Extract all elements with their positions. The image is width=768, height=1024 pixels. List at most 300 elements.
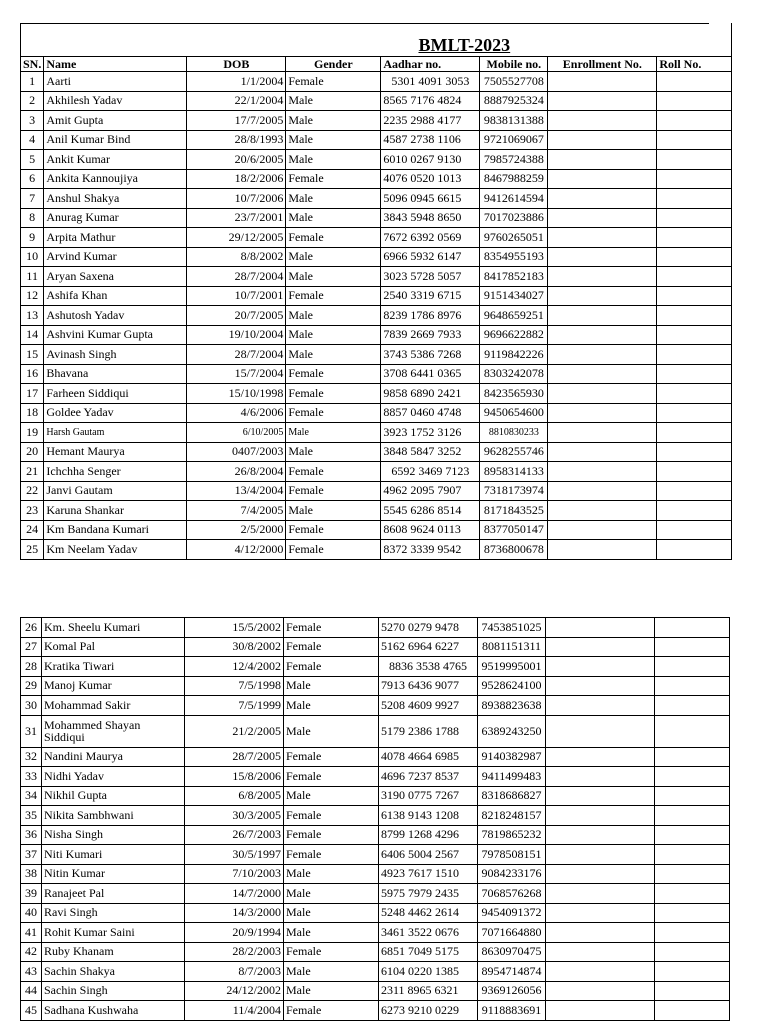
cell-sn: 31 [21,715,42,747]
cell-mobile: 8958314133 [480,462,548,482]
cell-enrollment [548,189,657,209]
cell-aadhar: 3190 0775 7267 [379,786,478,806]
table-row [21,111,732,131]
cell-name: Anil Kumar Bind [44,130,187,150]
cell-dob: 1/1/2004 [187,72,286,92]
cell-dob: 4/12/2000 [187,540,286,560]
cell-name: Ashutosh Yadav [44,306,187,326]
cell-aadhar: 4078 4664 6985 [379,747,478,767]
cell-dob: 7/5/1998 [185,676,284,696]
table-row [21,845,730,865]
cell-aadhar: 8857 0460 4748 [381,403,480,423]
cell-enrollment [546,806,655,826]
cell-enrollment [548,91,657,111]
cell-roll [655,864,730,884]
cell-gender: Female [284,806,379,826]
cell-mobile: 7071664880 [478,923,546,943]
cell-aadhar: 7839 2669 7933 [381,325,480,345]
cell-aadhar: 8799 1268 4296 [379,825,478,845]
cell-sn: 24 [21,520,44,540]
cell-enrollment [546,825,655,845]
cell-roll [657,91,732,111]
cell-aadhar: 2311 8965 6321 [379,981,478,1001]
cell-enrollment [548,228,657,248]
cell-sn: 16 [21,364,44,384]
cell-aadhar: 5545 6286 8514 [381,501,480,521]
cell-roll [655,767,730,787]
table-row [21,618,730,638]
cell-enrollment [546,747,655,767]
cell-sn: 42 [21,942,42,962]
cell-aadhar: 6592 3469 7123 [381,462,480,482]
cell-mobile: 8736800678 [480,540,548,560]
cell-sn: 33 [21,767,42,787]
cell-name: Rohit Kumar Saini [42,923,185,943]
cell-dob: 4/6/2006 [187,403,286,423]
cell-dob: 24/12/2002 [185,981,284,1001]
cell-sn: 22 [21,481,44,501]
cell-name: Nikhil Gupta [42,786,185,806]
cell-sn: 26 [21,618,42,638]
cell-name: Km Neelam Yadav [44,540,187,560]
cell-enrollment [546,903,655,923]
cell-sn: 9 [21,228,44,248]
table-row [21,520,732,540]
cell-dob: 20/7/2005 [187,306,286,326]
cell-name: Karuna Shankar [44,501,187,521]
cell-roll [657,384,732,404]
cell-mobile: 9119842226 [480,345,548,365]
cell-name: Akhilesh Yadav [44,91,187,111]
student-table-page-2 [20,617,730,1021]
cell-name: Ashifa Khan [44,286,187,306]
cell-gender: Female [284,767,379,787]
cell-sn: 37 [21,845,42,865]
cell-gender: Male [284,884,379,904]
cell-roll [657,442,732,462]
cell-dob: 13/4/2004 [187,481,286,501]
cell-gender: Male [286,189,381,209]
table-row [21,962,730,982]
cell-sn: 36 [21,825,42,845]
cell-enrollment [548,208,657,228]
cell-mobile: 8303242078 [480,364,548,384]
cell-gender: Male [286,442,381,462]
cell-aadhar: 3848 5847 3252 [381,442,480,462]
table-row [21,676,730,696]
cell-mobile: 7068576268 [478,884,546,904]
table-row [21,786,730,806]
table-row [21,696,730,716]
cell-sn: 20 [21,442,44,462]
cell-enrollment [548,247,657,267]
cell-aadhar: 6104 0220 1385 [379,962,478,982]
cell-name: Ankit Kumar [44,150,187,170]
cell-enrollment [548,169,657,189]
cell-gender: Female [284,1001,379,1021]
cell-name: Manoj Kumar [42,676,185,696]
cell-name: Sadhana Kushwaha [42,1001,185,1021]
cell-name: Nikita Sambhwani [42,806,185,826]
cell-enrollment [546,676,655,696]
cell-roll [655,923,730,943]
cell-dob: 22/1/2004 [187,91,286,111]
cell-gender: Male [284,903,379,923]
cell-sn: 15 [21,345,44,365]
cell-mobile: 8954714874 [478,962,546,982]
cell-roll [657,520,732,540]
cell-mobile: 8081151311 [478,637,546,657]
cell-gender: Male [286,423,381,443]
table-row [21,91,732,111]
cell-mobile: 9648659251 [480,306,548,326]
table-row [21,637,730,657]
cell-roll [655,747,730,767]
cell-sn: 3 [21,111,44,131]
cell-name: Km Bandana Kumari [44,520,187,540]
cell-roll [657,208,732,228]
cell-roll [655,637,730,657]
cell-mobile: 9721069067 [480,130,548,150]
cell-dob: 10/7/2006 [187,189,286,209]
cell-roll [657,462,732,482]
cell-dob: 26/8/2004 [187,462,286,482]
cell-name: Ankita Kannoujiya [44,169,187,189]
cell-roll [657,72,732,92]
header-sn: SN. [21,57,44,72]
cell-aadhar: 6138 9143 1208 [379,806,478,826]
cell-sn: 8 [21,208,44,228]
cell-name: Ashvini Kumar Gupta [44,325,187,345]
cell-mobile: 8810830233 [480,423,548,443]
cell-gender: Female [286,481,381,501]
cell-dob: 6/10/2005 [187,423,286,443]
cell-aadhar: 6851 7049 5175 [379,942,478,962]
table-row [21,657,730,677]
cell-name: Nitin Kumar [42,864,185,884]
cell-sn: 6 [21,169,44,189]
cell-name: Niti Kumari [42,845,185,865]
cell-sn: 14 [21,325,44,345]
cell-mobile: 8423565930 [480,384,548,404]
cell-name: Avinash Singh [44,345,187,365]
cell-sn: 45 [21,1001,42,1021]
cell-gender: Male [284,962,379,982]
cell-sn: 29 [21,676,42,696]
cell-name: Arvind Kumar [44,247,187,267]
cell-mobile: 9454091372 [478,903,546,923]
cell-enrollment [546,618,655,638]
header-gender: Gender [286,57,381,72]
cell-name: Bhavana [44,364,187,384]
cell-name: Anshul Shakya [44,189,187,209]
cell-sn: 19 [21,423,44,443]
cell-name: Kratika Tiwari [42,657,185,677]
cell-enrollment [548,520,657,540]
cell-mobile: 7017023886 [480,208,548,228]
table-row [21,169,732,189]
cell-dob: 21/2/2005 [185,715,284,747]
cell-name: Aryan Saxena [44,267,187,287]
cell-sn: 27 [21,637,42,657]
cell-dob: 20/6/2005 [187,150,286,170]
cell-mobile: 8467988259 [480,169,548,189]
cell-gender: Male [284,696,379,716]
cell-enrollment [548,72,657,92]
cell-gender: Male [286,208,381,228]
table-row [21,403,732,423]
table-row [21,501,732,521]
cell-roll [657,501,732,521]
cell-gender: Male [284,715,379,747]
cell-aadhar: 4923 7617 1510 [379,864,478,884]
cell-sn: 40 [21,903,42,923]
cell-enrollment [546,696,655,716]
table-row [21,150,732,170]
cell-dob: 28/7/2004 [187,345,286,365]
cell-roll [655,845,730,865]
cell-enrollment [548,501,657,521]
cell-dob: 7/10/2003 [185,864,284,884]
cell-aadhar: 8608 9624 0113 [381,520,480,540]
cell-mobile: 9760265051 [480,228,548,248]
cell-sn: 5 [21,150,44,170]
cell-sn: 25 [21,540,44,560]
cell-sn: 7 [21,189,44,209]
cell-mobile: 9369126056 [478,981,546,1001]
cell-enrollment [546,637,655,657]
cell-roll [655,1001,730,1021]
cell-mobile: 9450654600 [480,403,548,423]
cell-enrollment [548,462,657,482]
cell-name: Ruby Khanam [42,942,185,962]
cell-roll [657,481,732,501]
cell-aadhar: 7672 6392 0569 [381,228,480,248]
cell-enrollment [548,130,657,150]
cell-dob: 12/4/2002 [185,657,284,677]
table-row [21,130,732,150]
cell-sn: 13 [21,306,44,326]
cell-dob: 7/5/1999 [185,696,284,716]
cell-gender: Female [284,637,379,657]
cell-aadhar: 6406 5004 2567 [379,845,478,865]
cell-aadhar: 9858 6890 2421 [381,384,480,404]
cell-mobile: 8377050147 [480,520,548,540]
cell-dob: 14/7/2000 [185,884,284,904]
cell-roll [657,325,732,345]
student-table-page-1 [20,23,732,560]
cell-gender: Male [286,247,381,267]
cell-sn: 38 [21,864,42,884]
cell-name: Ranajeet Pal [42,884,185,904]
cell-enrollment [548,384,657,404]
cell-dob: 8/8/2002 [187,247,286,267]
cell-mobile: 9628255746 [480,442,548,462]
cell-dob: 30/8/2002 [185,637,284,657]
cell-mobile: 9696622882 [480,325,548,345]
cell-roll [657,267,732,287]
cell-enrollment [548,481,657,501]
cell-name: Ichchha Senger [44,462,187,482]
table-row [21,767,730,787]
cell-mobile: 8417852183 [480,267,548,287]
table-row [21,189,732,209]
cell-dob: 6/8/2005 [185,786,284,806]
cell-dob: 11/4/2004 [185,1001,284,1021]
cell-enrollment [548,286,657,306]
cell-aadhar: 6966 5932 6147 [381,247,480,267]
cell-mobile: 9411499483 [478,767,546,787]
cell-enrollment [548,442,657,462]
cell-enrollment [548,540,657,560]
cell-gender: Female [284,942,379,962]
cell-dob: 23/7/2001 [187,208,286,228]
cell-enrollment [548,111,657,131]
cell-dob: 29/12/2005 [187,228,286,248]
cell-sn: 4 [21,130,44,150]
table-row [21,1001,730,1021]
cell-aadhar: 6273 9210 0229 [379,1001,478,1021]
cell-aadhar: 5301 4091 3053 [381,72,480,92]
cell-aadhar: 6010 0267 9130 [381,150,480,170]
cell-dob: 26/7/2003 [185,825,284,845]
cell-roll [655,715,730,747]
cell-enrollment [548,150,657,170]
cell-aadhar: 8239 1786 8976 [381,306,480,326]
cell-roll [655,825,730,845]
table-row [21,208,732,228]
cell-enrollment [546,942,655,962]
cell-gender: Female [286,169,381,189]
cell-name: Sachin Shakya [42,962,185,982]
cell-enrollment [546,1001,655,1021]
cell-sn: 44 [21,981,42,1001]
table-row [21,825,730,845]
table-row [21,325,732,345]
table-row [21,423,732,443]
table-row [21,806,730,826]
cell-name: Goldee Yadav [44,403,187,423]
cell-dob: 28/8/1993 [187,130,286,150]
table-row [21,72,732,92]
header-aadhar: Aadhar no. [381,57,480,72]
cell-enrollment [546,962,655,982]
cell-sn: 2 [21,91,44,111]
cell-enrollment [548,325,657,345]
table-row [21,364,732,384]
cell-sn: 34 [21,786,42,806]
cell-name: Mohammad Sakir [42,696,185,716]
cell-aadhar: 5248 4462 2614 [379,903,478,923]
cell-aadhar: 8836 3538 4765 [379,657,478,677]
cell-roll [657,540,732,560]
cell-enrollment [548,403,657,423]
cell-aadhar: 5975 7979 2435 [379,884,478,904]
cell-dob: 30/5/1997 [185,845,284,865]
cell-roll [655,657,730,677]
cell-dob: 15/5/2002 [185,618,284,638]
table-row [21,715,730,747]
cell-enrollment [546,715,655,747]
sheet-title: BMLT-2023 [418,35,511,55]
cell-roll [657,189,732,209]
cell-dob: 30/3/2005 [185,806,284,826]
cell-sn: 11 [21,267,44,287]
cell-dob: 7/4/2005 [187,501,286,521]
cell-sn: 43 [21,962,42,982]
table-row [21,462,732,482]
cell-dob: 8/7/2003 [185,962,284,982]
cell-mobile: 7985724388 [480,150,548,170]
cell-sn: 23 [21,501,44,521]
cell-aadhar: 8565 7176 4824 [381,91,480,111]
cell-gender: Female [286,228,381,248]
cell-aadhar: 5096 0945 6615 [381,189,480,209]
cell-mobile: 9528624100 [478,676,546,696]
cell-sn: 12 [21,286,44,306]
cell-dob: 15/10/1998 [187,384,286,404]
cell-gender: Female [284,747,379,767]
table-row [21,747,730,767]
cell-aadhar: 2235 2988 4177 [381,111,480,131]
cell-roll [655,676,730,696]
cell-dob: 14/3/2000 [185,903,284,923]
cell-gender: Female [286,462,381,482]
cell-aadhar: 2540 3319 6715 [381,286,480,306]
cell-mobile: 9084233176 [478,864,546,884]
cell-gender: Male [286,91,381,111]
header-enrollment: Enrollment No. [548,57,657,72]
cell-dob: 20/9/1994 [185,923,284,943]
table-row [21,228,732,248]
cell-gender: Female [284,825,379,845]
cell-gender: Male [286,150,381,170]
cell-gender: Male [286,111,381,131]
cell-roll [657,150,732,170]
cell-gender: Female [284,845,379,865]
cell-dob: 17/7/2005 [187,111,286,131]
cell-dob: 10/7/2001 [187,286,286,306]
cell-mobile: 7318173974 [480,481,548,501]
cell-roll [657,130,732,150]
cell-aadhar: 4696 7237 8537 [379,767,478,787]
header-mobile: Mobile no. [480,57,548,72]
cell-dob: 19/10/2004 [187,325,286,345]
cell-aadhar: 3461 3522 0676 [379,923,478,943]
cell-gender: Female [286,286,381,306]
cell-enrollment [548,267,657,287]
cell-name: Arpita Mathur [44,228,187,248]
cell-aadhar: 3923 1752 3126 [381,423,480,443]
cell-enrollment [548,306,657,326]
cell-roll [657,306,732,326]
cell-enrollment [548,364,657,384]
cell-sn: 30 [21,696,42,716]
cell-enrollment [546,864,655,884]
cell-gender: Male [286,267,381,287]
cell-gender: Male [286,345,381,365]
cell-roll [657,364,732,384]
cell-mobile: 8354955193 [480,247,548,267]
cell-aadhar: 5270 0279 9478 [379,618,478,638]
cell-enrollment [546,845,655,865]
cell-sn: 1 [21,72,44,92]
cell-mobile: 8218248157 [478,806,546,826]
cell-name: Km. Sheelu Kumari [42,618,185,638]
table-row [21,267,732,287]
cell-gender: Female [286,72,381,92]
cell-roll [655,962,730,982]
